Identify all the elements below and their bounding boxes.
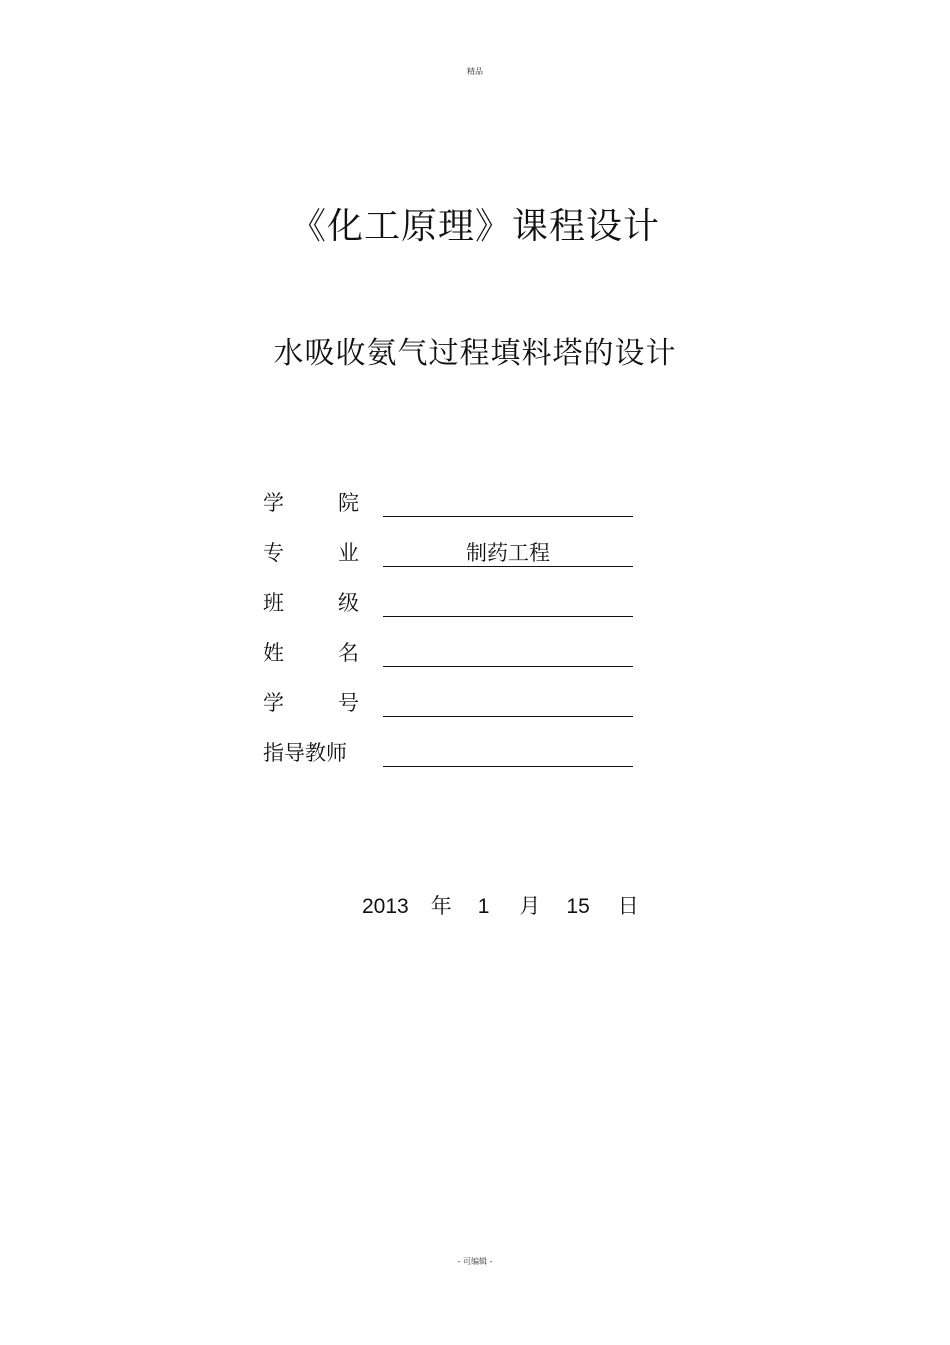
form-label-college: [263, 488, 359, 518]
college-field[interactable]: [383, 488, 633, 517]
label-char: 班: [263, 591, 284, 615]
label-char: 号: [338, 691, 359, 715]
form-label-major: [263, 538, 359, 568]
label-char: 学: [263, 691, 284, 715]
submission-date: [362, 890, 639, 920]
form-label-class: [263, 588, 359, 618]
label-char: 名: [338, 641, 359, 665]
label-char: 院: [338, 491, 359, 515]
date-month: 1: [477, 895, 490, 918]
class-field[interactable]: [383, 588, 633, 617]
date-month-unit: 月: [519, 894, 541, 918]
name-field[interactable]: [383, 638, 633, 667]
header-watermark: 精品: [467, 67, 483, 76]
date-year-unit: 年: [430, 894, 452, 918]
date-day: 15: [566, 895, 590, 918]
date-day-unit: 日: [617, 894, 639, 918]
label-char: 业: [338, 541, 359, 565]
label-char: 学: [263, 491, 284, 515]
document-title: 《化工原理》课程设计: [289, 206, 660, 247]
form-label-student-id: [263, 688, 359, 718]
student-id-field[interactable]: [383, 688, 633, 717]
form-row-class: [263, 588, 643, 638]
form-row-name: [263, 638, 643, 688]
label-char: 专: [263, 541, 284, 565]
label-char: 姓: [263, 641, 284, 665]
major-field[interactable]: 制药工程: [383, 538, 633, 567]
form-row-major: [263, 538, 643, 588]
form-row-advisor: [263, 738, 643, 788]
advisor-field[interactable]: [383, 738, 633, 767]
form-row-college: [263, 488, 643, 538]
label-text: 指导教师: [263, 741, 347, 765]
label-char: 级: [338, 591, 359, 615]
form-label-name: [263, 638, 359, 668]
date-year: 2013: [362, 895, 409, 918]
document-subtitle: 水吸收氨气过程填料塔的设计: [273, 336, 677, 371]
form-label-advisor: [263, 738, 359, 768]
footer-watermark: - 可编辑 -: [457, 1257, 493, 1266]
cover-info-form: [263, 488, 643, 788]
form-row-student-id: [263, 688, 643, 738]
